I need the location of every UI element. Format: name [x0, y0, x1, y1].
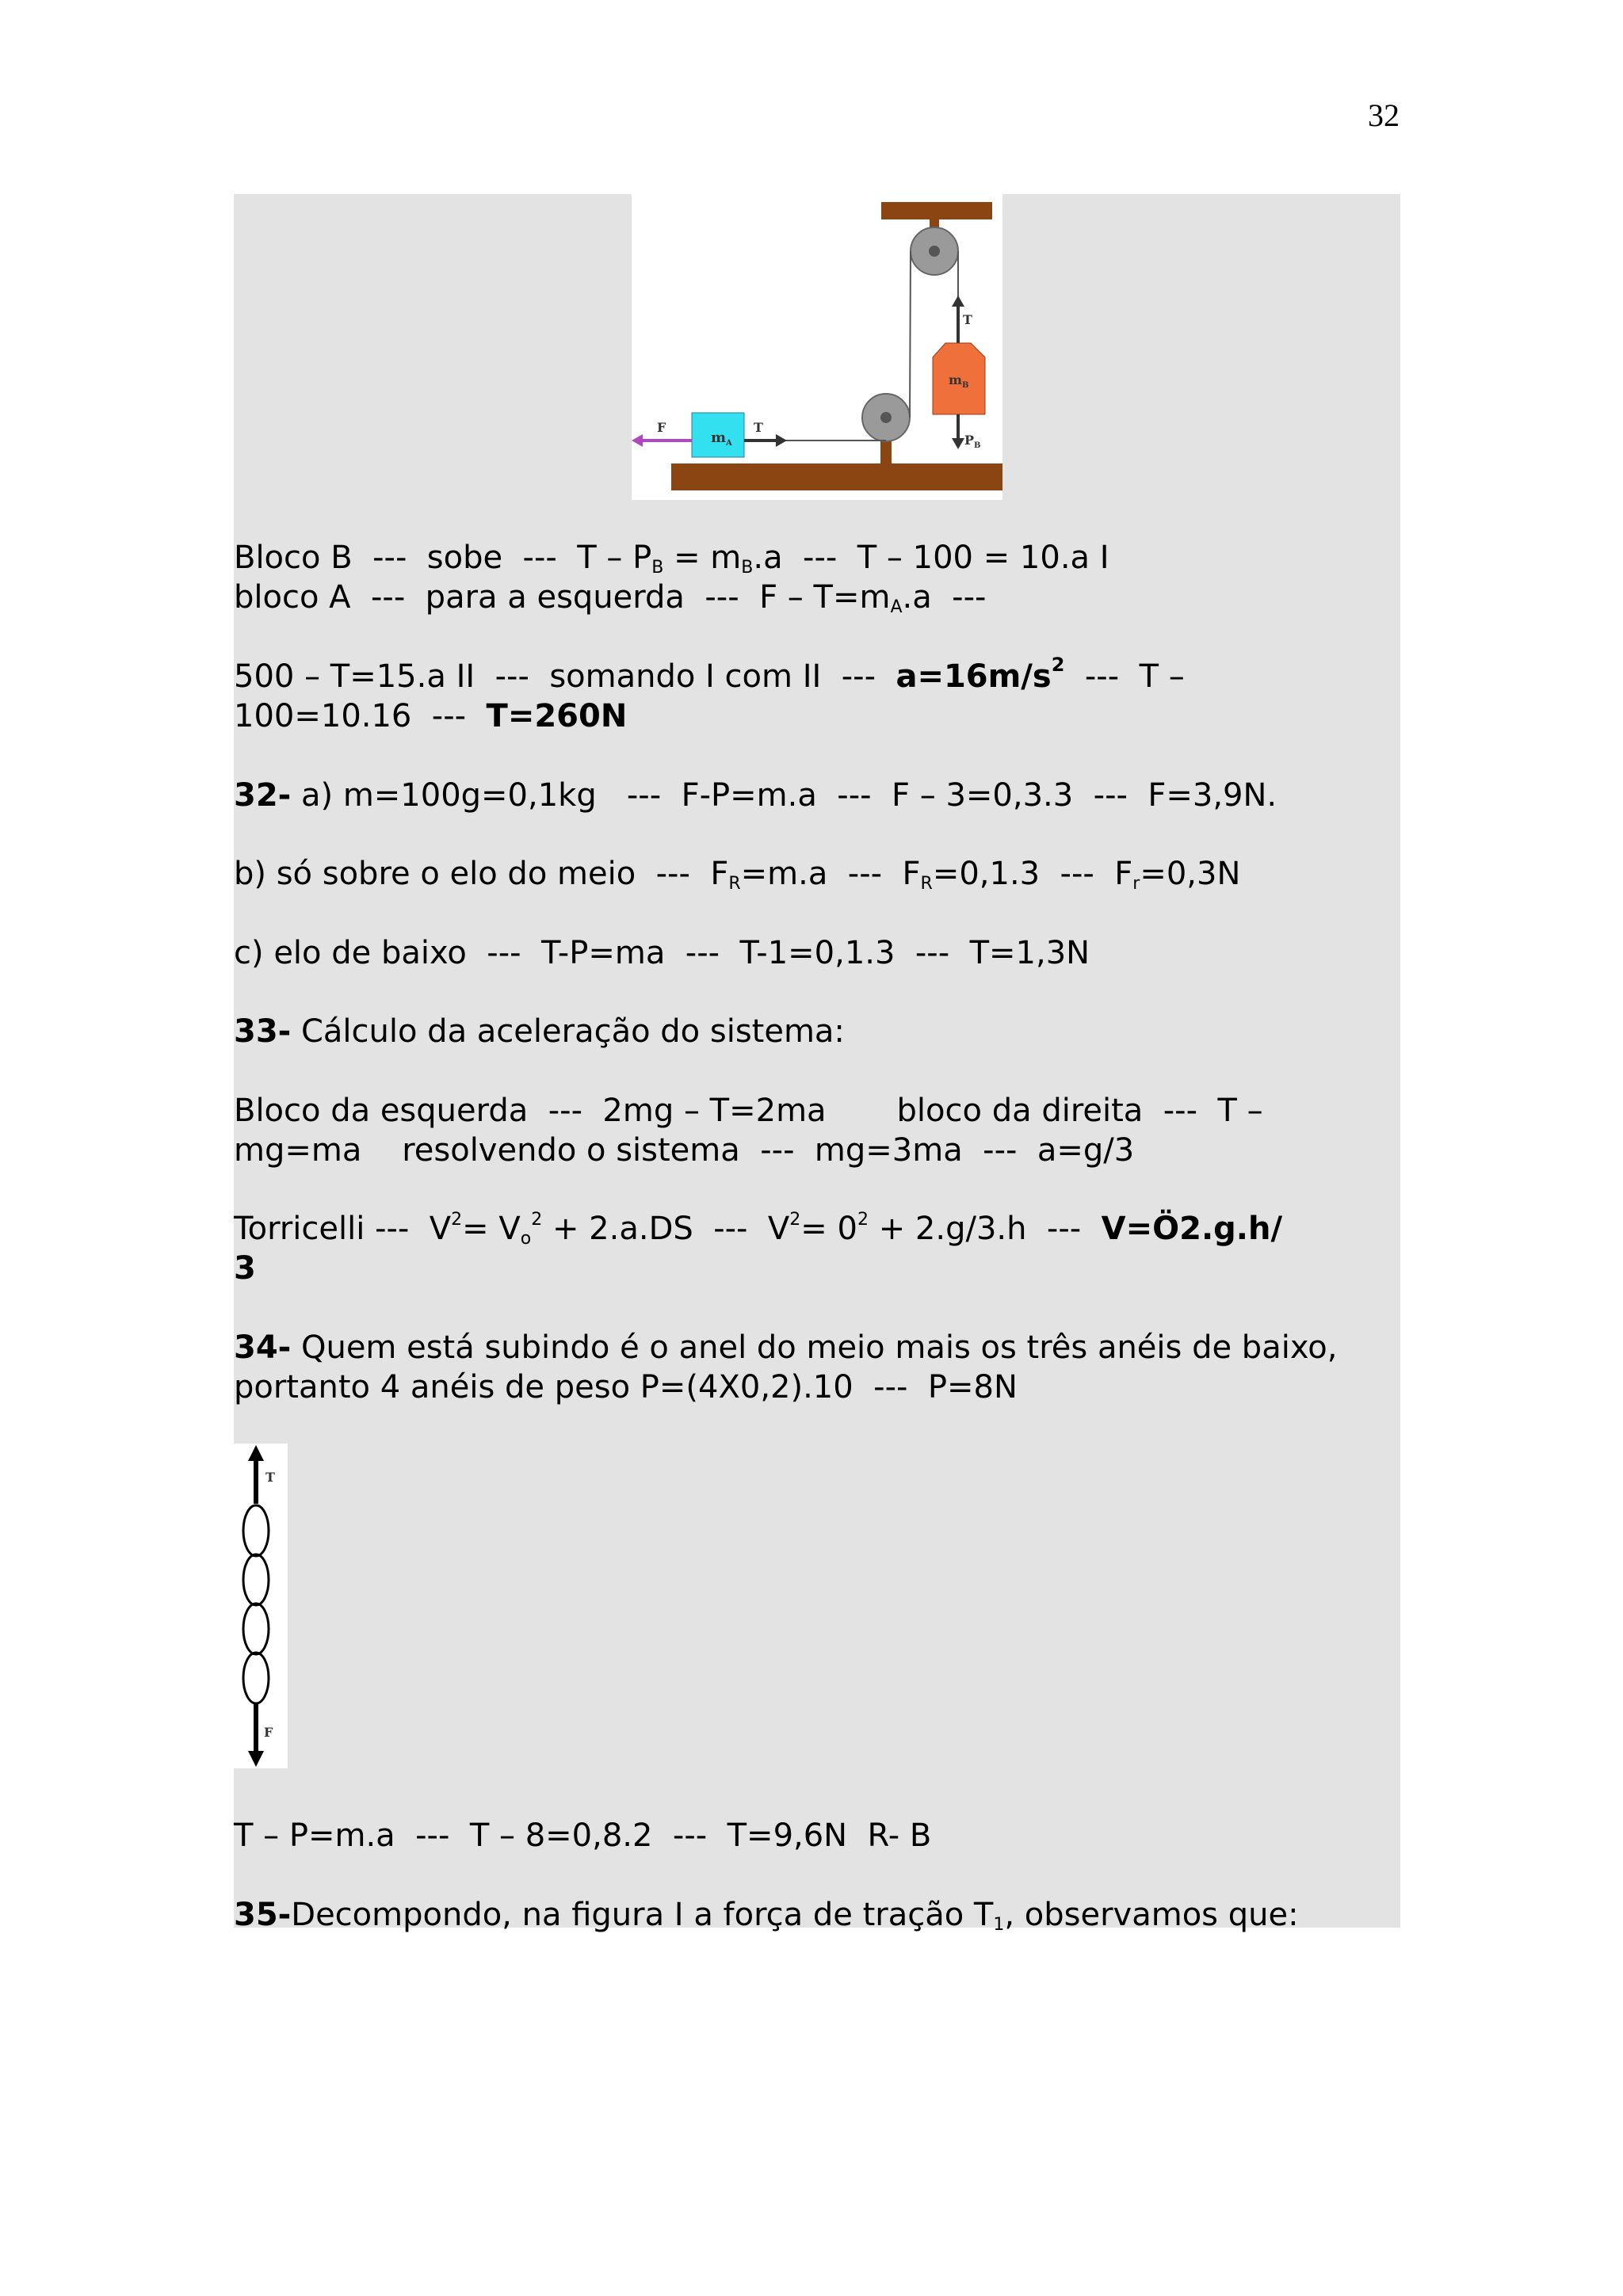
weight-b-arrowhead — [952, 438, 964, 449]
weight-b-label: $P_B$ — [964, 433, 981, 450]
table-top — [671, 463, 1002, 490]
question-34-line2: portanto 4 anéis de peso P=(4X0,2).10 --- P=8N — [234, 1369, 1018, 1405]
question-34-result: T – P=m.a --- T – 8=0,8.2 --- T=9,6N R- B — [234, 1817, 932, 1854]
chain-rings-drawing — [234, 1444, 288, 1768]
question-34-line1: 34- Quem está subindo é o anel do meio mais os três anéis de baixo, — [234, 1329, 1338, 1366]
tension-b-label: T — [963, 312, 972, 327]
block-b-label: $m_B$ — [949, 372, 969, 390]
ring-2 — [243, 1554, 269, 1605]
question-32-b: b) só sobre o elo do meio --- $F_R=m.a$ --- $F_R=0,1.3$ --- $F_r=0,3N$ — [234, 856, 1241, 894]
tension-a-arrowhead — [776, 434, 787, 447]
text-line-tension-result: 100=10.16 --- T=260N — [234, 698, 628, 734]
question-33-system: mg=ma resolvendo o sistema --- mg=3ma --- a=g/3 — [234, 1132, 1135, 1169]
question-32-c: c) elo de baixo --- T-P=ma --- T-1=0,1.3 --- T=1,3N — [234, 935, 1090, 971]
ceiling-bar — [881, 202, 992, 219]
force-f-arrowhead — [632, 434, 643, 447]
question-33-torricelli: Torricelli --- $V^2= V_o^2 + 2.a.DS$ --- $V^2= 0^2 + 2.g/3.h$ --- V=Ö2.g.h/ — [234, 1210, 1283, 1249]
pulley-system-figure — [632, 194, 1002, 500]
tension-a-label: T — [754, 420, 763, 435]
ring-4 — [243, 1653, 269, 1703]
text-line-sum-equations: 500 – T=15.a II --- somando I com II --- $a=16m/s^2$ --- T – — [234, 654, 1185, 695]
lower-pulley-hub — [880, 412, 892, 423]
ring-1 — [243, 1505, 269, 1556]
tension-up-arrowhead — [248, 1445, 264, 1461]
chain-rings-figure — [234, 1444, 288, 1768]
question-33-result-tail: 3 — [234, 1250, 256, 1287]
pulley-system-drawing — [632, 194, 1002, 500]
force-down-label: F — [264, 1725, 273, 1740]
tension-up-label: T — [265, 1470, 275, 1485]
question-35-title: 35-Decompondo, na figura I a força de tração $T_1$, observamos que: — [234, 1897, 1299, 1935]
ring-3 — [243, 1604, 269, 1654]
string-vertical-left — [910, 251, 911, 418]
question-33-blocks: Bloco da esquerda --- 2mg – T=2ma bloco da direita --- T – — [234, 1093, 1263, 1129]
force-down-arrowhead — [248, 1751, 264, 1767]
force-f-label: F — [657, 420, 666, 435]
text-line-bloco-a: bloco A --- para a esquerda --- $F - T=m_A.a$ --- — [234, 579, 987, 617]
question-33-title: 33- Cálculo da aceleração do sistema: — [234, 1013, 845, 1050]
text-line-bloco-b: Bloco B --- sobe --- $T - P_B = m_B.a$ --- T – 100 = 10.a I — [234, 540, 1109, 578]
question-32-a: 32- a) m=100g=0,1kg --- F-P=m.a --- F – 3=0,3.3 --- F=3,9N. — [234, 777, 1277, 814]
tension-b-arrowhead — [952, 296, 964, 307]
top-pulley-hub — [929, 246, 940, 257]
page-number: 32 — [1368, 97, 1400, 133]
block-a-label: $m_A$ — [711, 429, 732, 448]
